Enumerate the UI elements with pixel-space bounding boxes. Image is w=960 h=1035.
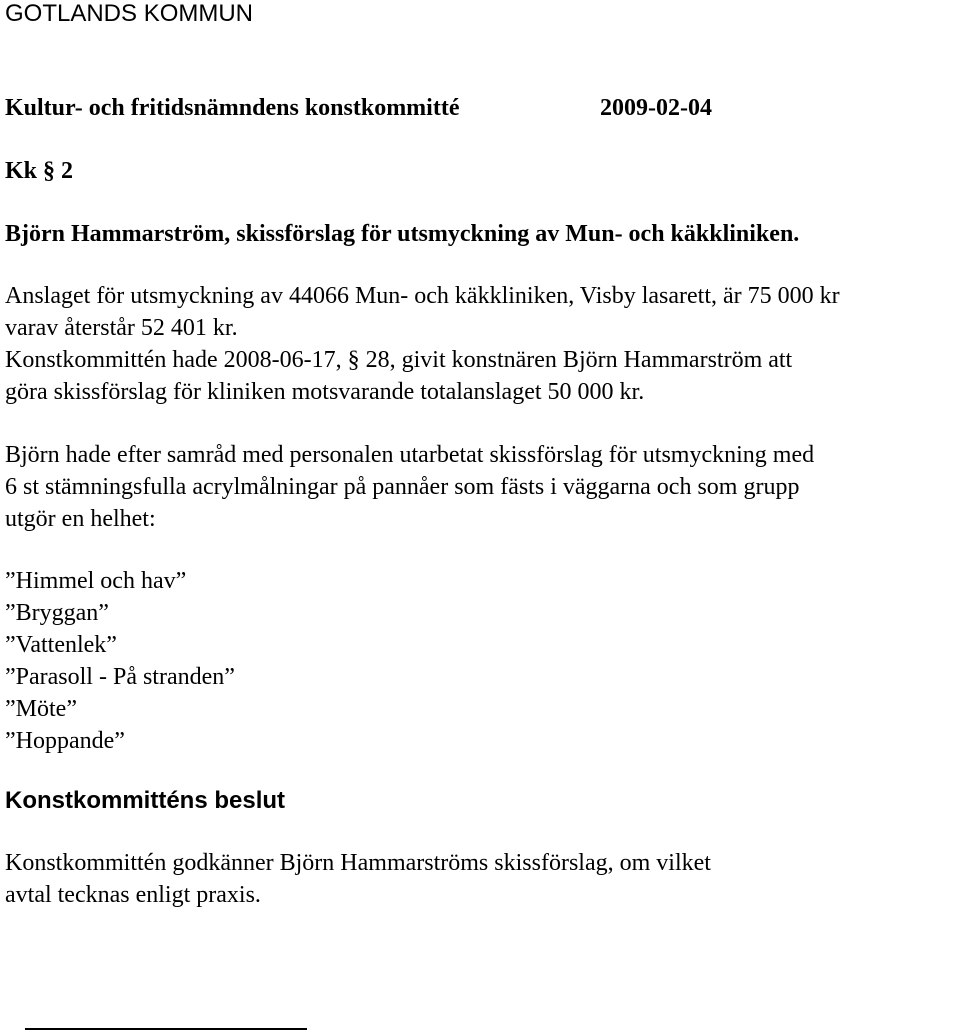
body-paragraph1-line: Konstkommittén hade 2008-06-17, § 28, givit konstnären Björn Hammarström att bbox=[5, 347, 793, 373]
painting-title: ”Himmel och hav” bbox=[5, 568, 187, 594]
body-paragraph1-line: göra skissförslag för kliniken motsvarande totalanslaget 50 000 kr. bbox=[5, 379, 645, 405]
painting-title: ”Möte” bbox=[5, 696, 77, 722]
painting-title: ”Parasoll - På stranden” bbox=[5, 664, 235, 690]
body-paragraph1-line: varav återstår 52 401 kr. bbox=[5, 315, 238, 341]
meeting-date: 2009-02-04 bbox=[600, 95, 712, 121]
organization-name: GOTLANDS KOMMUN bbox=[5, 0, 254, 27]
decision-heading: Konstkommitténs beslut bbox=[5, 787, 286, 814]
body-paragraph1-line: Anslaget för utsmyckning av 44066 Mun- och käkkliniken, Visby lasarett, är 75 000 kr bbox=[5, 283, 840, 309]
painting-title: ”Bryggan” bbox=[5, 600, 109, 626]
body-paragraph2-line: Björn hade efter samråd med personalen utarbetat skissförslag för utsmyckning med bbox=[5, 442, 815, 468]
committee-name: Kultur- och fritidsnämndens konstkommitté bbox=[5, 95, 460, 121]
painting-title: ”Vattenlek” bbox=[5, 632, 117, 658]
decision-text-line: avtal tecknas enligt praxis. bbox=[5, 882, 261, 908]
paintings-list bbox=[5, 565, 235, 757]
body-paragraph2-line: 6 st stämningsfulla acrylmålningar på pannåer som fästs i väggarna och som grupp bbox=[5, 474, 800, 500]
signature-line bbox=[25, 1028, 307, 1030]
case-title: Björn Hammarström, skissförslag för utsmyckning av Mun- och käkkliniken. bbox=[5, 221, 800, 247]
paragraph-number: Kk § 2 bbox=[5, 158, 74, 184]
body-paragraph2-line: utgör en helhet: bbox=[5, 506, 156, 532]
decision-text-line: Konstkommittén godkänner Björn Hammarströms skissförslag, om vilket bbox=[5, 850, 711, 876]
painting-title: ”Hoppande” bbox=[5, 728, 125, 754]
